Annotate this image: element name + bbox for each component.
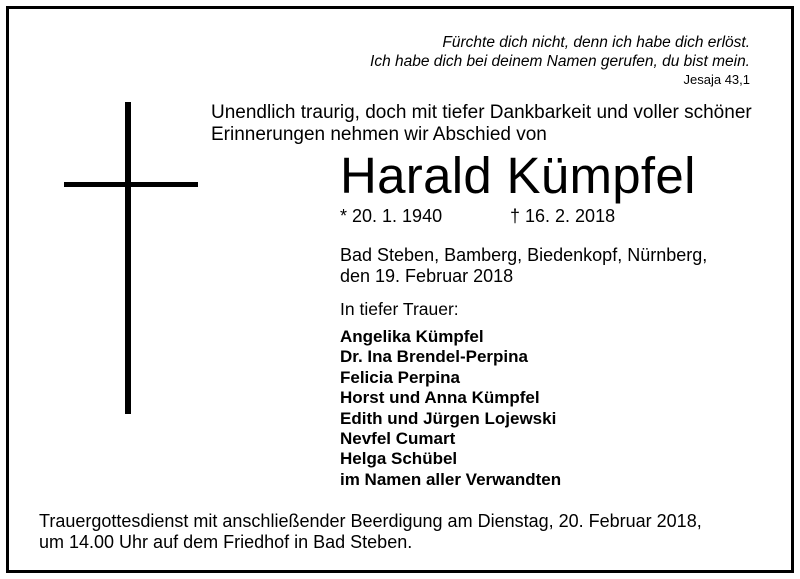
mourners-list bbox=[340, 327, 561, 490]
cross-vertical-bar bbox=[125, 102, 131, 414]
cross-horizontal-bar bbox=[64, 182, 198, 187]
place-line-1: Bad Steben, Bamberg, Biedenkopf, Nürnberg, bbox=[340, 245, 708, 265]
mourner: im Namen aller Verwandten bbox=[340, 469, 562, 489]
death-date: † 16. 2. 2018 bbox=[510, 206, 616, 226]
service-line-1: Trauergottesdienst mit anschließender Beerdigung am Dienstag, 20. Februar 2018, bbox=[39, 511, 702, 531]
mourner: Nevfel Cumart bbox=[340, 429, 456, 449]
quote-line-2: Ich habe dich bei deinem Namen gerufen, du bist mein. bbox=[370, 53, 750, 70]
mourner: Dr. Ina Brendel-Perpina bbox=[340, 347, 528, 367]
funeral-service-info bbox=[39, 511, 702, 553]
intro-text bbox=[211, 102, 752, 146]
quote-reference: Jesaja 43,1 bbox=[683, 72, 750, 87]
intro-line-1: Unendlich traurig, doch mit tiefer Dankbarkeit und voller schöner bbox=[211, 102, 752, 123]
place-line-2: den 19. Februar 2018 bbox=[340, 266, 514, 286]
deceased-name: Harald Kümpfel bbox=[340, 147, 696, 204]
mourning-label: In tiefer Trauer: bbox=[340, 299, 459, 319]
mourner: Helga Schübel bbox=[340, 449, 458, 469]
quote-line-1: Fürchte dich nicht, denn ich habe dich erlöst. bbox=[442, 34, 750, 51]
service-line-2: um 14.00 Uhr auf dem Friedhof in Bad Steben. bbox=[39, 532, 413, 552]
mourner: Horst und Anna Kümpfel bbox=[340, 388, 540, 408]
mourner: Angelika Kümpfel bbox=[340, 327, 484, 346]
birth-date: * 20. 1. 1940 bbox=[340, 206, 443, 226]
intro-line-2: Erinnerungen nehmen wir Abschied von bbox=[211, 124, 547, 145]
mourner: Edith und Jürgen Lojewski bbox=[340, 408, 557, 428]
mourner: Felicia Perpina bbox=[340, 367, 460, 387]
bible-quote bbox=[370, 33, 750, 89]
place-and-date bbox=[340, 245, 707, 287]
